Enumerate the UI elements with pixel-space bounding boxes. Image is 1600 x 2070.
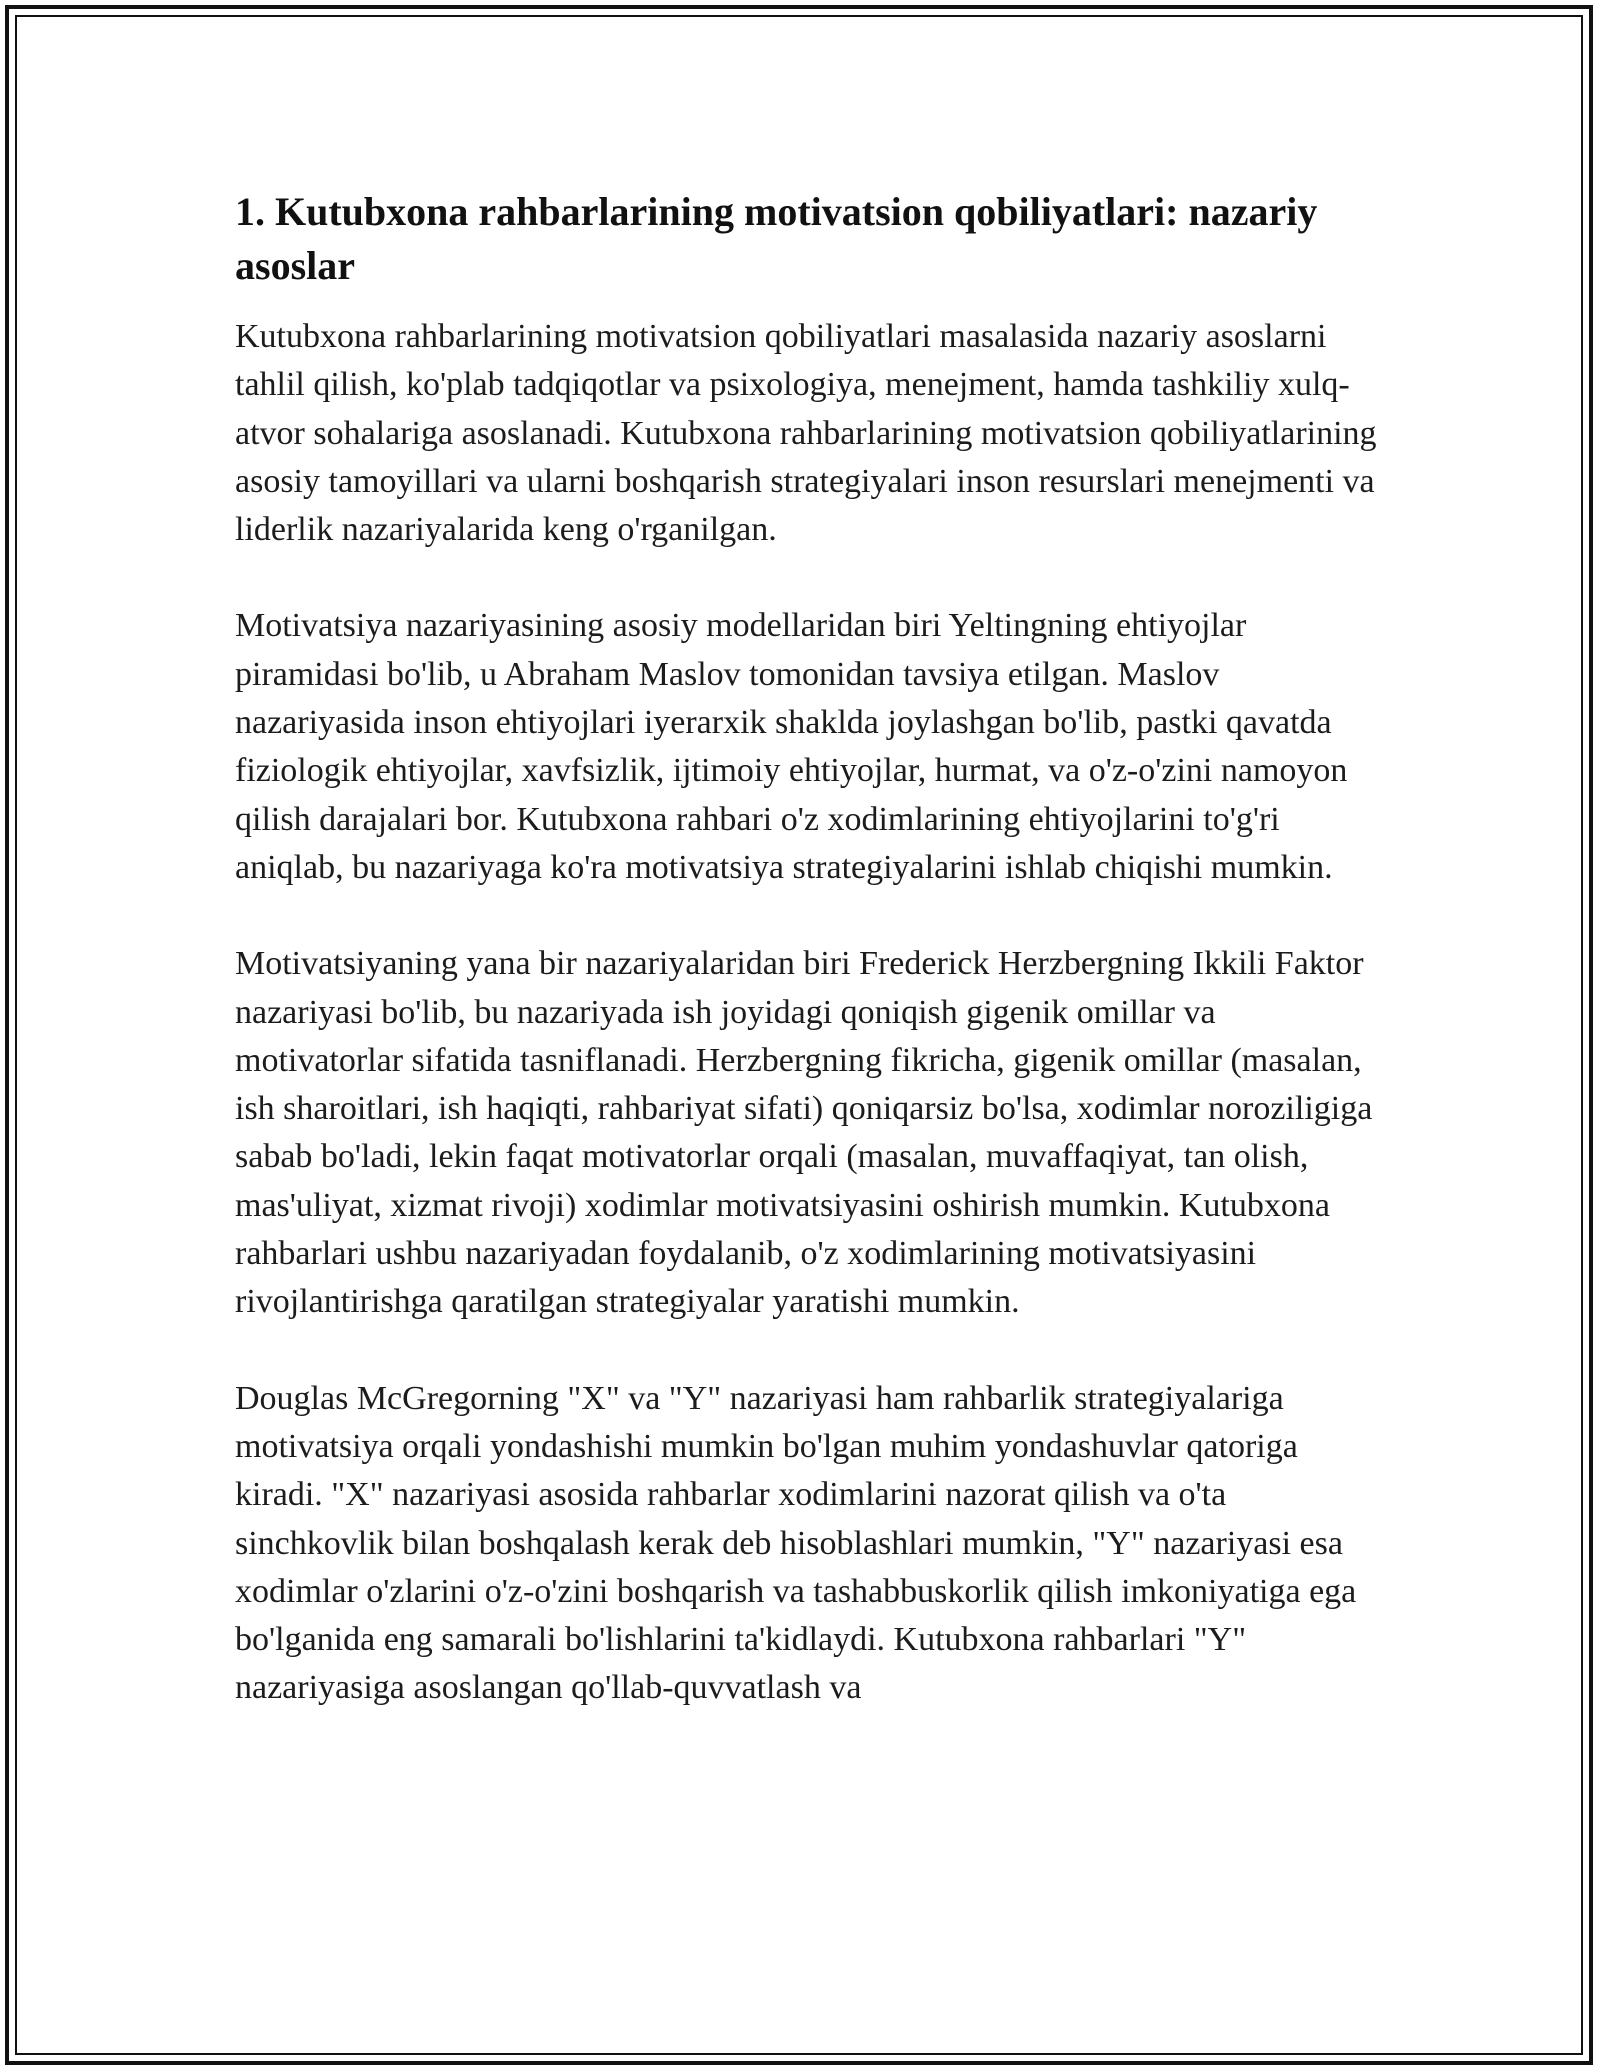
section-heading: 1. Kutubxona rahbarlarining motivatsion qobiliyatlari: nazariy asoslar bbox=[235, 189, 1318, 288]
paragraph-3: Motivatsiyaning yana bir nazariyalaridan biri Frederick Herzbergning Ikkili Faktor nazariyasi bo'lib, bu nazariyada ish joyidagi qoniqish gigenik omillar va motivatorlar sifatida tasniflanadi. Herzbergning fikricha, gigenik omillar (masalan, ish sharoitlari, ish haqiqti, rahbariyat sifati) qoniqarsiz bo'lsa, xodimlar noroziligiga sabab bo'ladi, lekin faqat motivatorlar orqali (masalan, muvaffaqiyat, tan olish, mas'uliyat, xizmat rivoji) xodimlar motivatsiyasini oshirish mumkin. Kutubxona rahbarlari ushbu nazariyadan foydalanib, o'z xodimlarining motivatsiyasini rivojlantirishga qaratilgan strategiyalar yaratishi mumkin. bbox=[235, 945, 1373, 1321]
document-body bbox=[235, 185, 1380, 1761]
paragraph-1: Kutubxona rahbarlarining motivatsion qobiliyatlari masalasida nazariy asoslarni tahlil qilish, ko'plab tadqiqotlar va psixologiya, menejment, hamda tashkiliy xulq-atvor sohalariga asoslanadi. Kutubxona rahbarlarining motivatsion qobiliyatlarining asosiy tamoyillari va ularni boshqarish strategiyalari inson resurslari menejmenti va liderlik nazariyalarida keng o'rganilgan. bbox=[235, 318, 1377, 549]
paragraph-2: Motivatsiya nazariyasining asosiy modellaridan biri Yeltingning ehtiyojlar piramidasi bo'lib, u Abraham Maslov tomonidan tavsiya etilgan. Maslov nazariyasida inson ehtiyojlari iyerarxik shaklda joylashgan bo'lib, pastki qavatda fiziologik ehtiyojlar, xavfsizlik, ijtimoiy ehtiyojlar, hurmat, va o'z-o'zini namoyon qilish darajalari bor. Kutubxona rahbari o'z xodimlarining ehtiyojlarini to'g'ri aniqlab, bu nazariyaga ko'ra motivatsiya strategiyalarini ishlab chiqishi mumkin. bbox=[235, 607, 1348, 886]
paragraph-4: Douglas McGregorning "X" va "Y" nazariyasi ham rahbarlik strategiyalariga motivatsiya orqali yondashishi mumkin bo'lgan muhim yondashuvlar qatoriga kiradi. "X" nazariyasi asosida rahbarlar xodimlarini nazorat qilish va o'ta sinchkovlik bilan boshqalash kerak deb hisoblashlari mumkin, "Y" nazariyasi esa xodimlar o'zlarini o'z-o'zini boshqarish va tashabbuskorlik qilish imkoniyatiga ega bo'lganida eng samarali bo'lishlarini ta'kidlaydi. Kutubxona rahbarlari "Y" nazariyasiga asoslangan qo'llab-quvvatlash va bbox=[235, 1379, 1357, 1707]
